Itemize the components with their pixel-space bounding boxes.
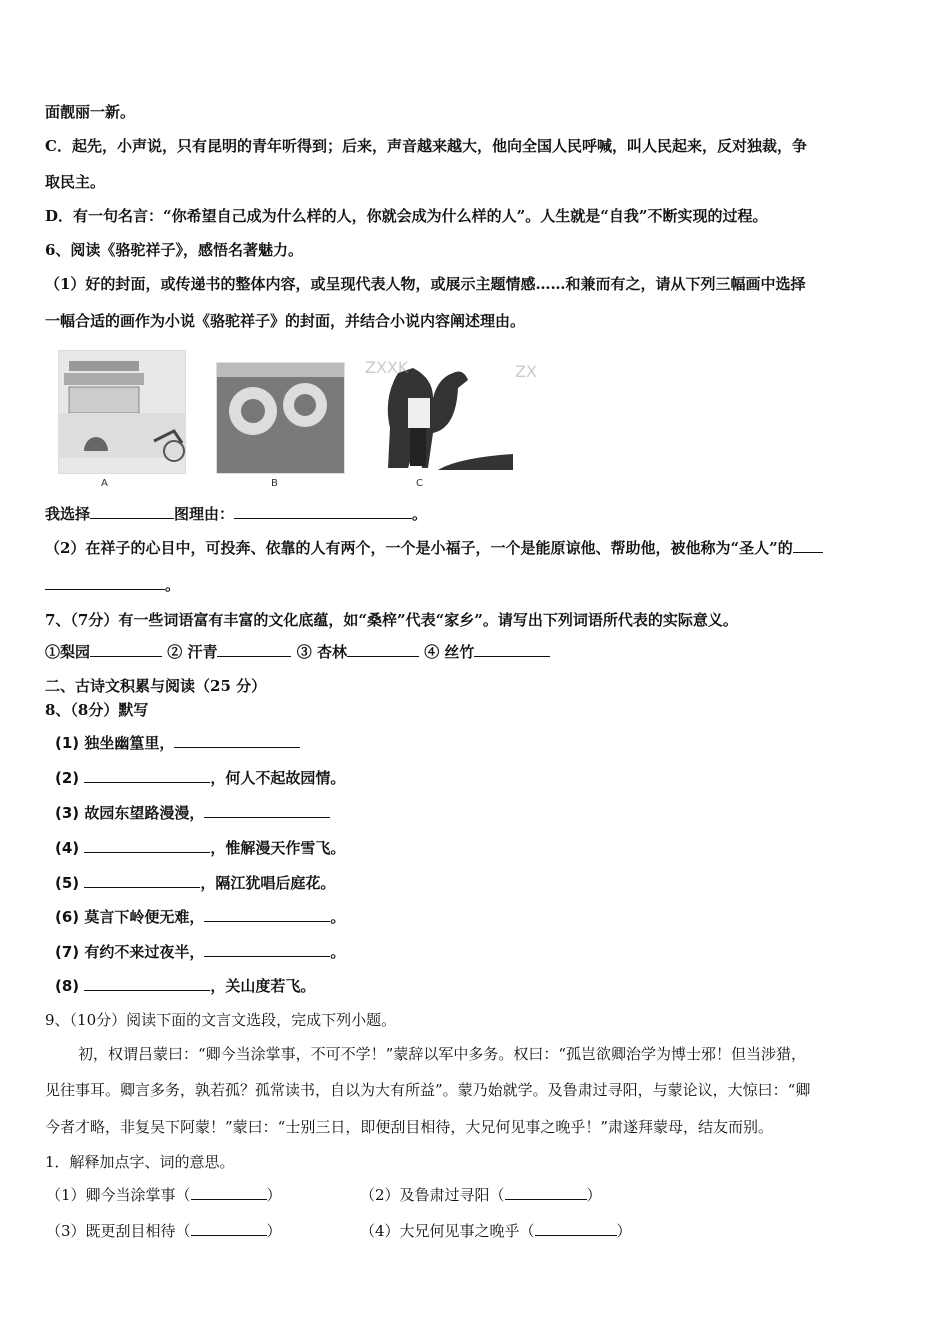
q8-item-6: (6) 莫言下岭便无难， 。 <box>55 908 346 926</box>
q9-blank-3[interactable] <box>191 1221 267 1236</box>
passage-line3: 今者才略，非复吴下阿蒙！”蒙曰：“士别三日，即便刮目相待，大兄何见事之晚乎！”肃遂拜蒙母，结友而别。 <box>45 1118 774 1136</box>
q8-blank-8[interactable] <box>84 976 210 991</box>
passage-line1: 初，权谓吕蒙曰：“卿今当涂掌事，不可不学！”蒙辞以军中多务。权曰：“孤岂欲卿治学为博士邪！但当涉猎， <box>78 1045 807 1063</box>
q8-item-2: (2) ，何人不起故园情。 <box>55 769 346 787</box>
saint-blank-2[interactable] <box>45 575 165 590</box>
reason-blank[interactable] <box>234 504 412 519</box>
q8-item-3: (3) 故园东望路漫漫， <box>55 803 330 823</box>
q5-continuation: 面靓丽一新。 <box>45 103 136 121</box>
option-d: D．有一句名言：“你希望自己成为什么样的人，你就会成为什么样的人”。人生就是“自我”不断实现的过程。 <box>45 207 768 225</box>
section-2-title: 二、古诗文积累与阅读（25 分） <box>45 677 267 695</box>
q7-blank-2[interactable] <box>217 642 291 657</box>
q6-part2-line2: 。 <box>45 575 180 595</box>
q8-title: 8、（8分）默写 <box>45 701 149 719</box>
passage-line2: 见往事耳。卿言多务，孰若孤？孤常读书，自以为大有所益”。蒙乃始就学。及鲁肃过寻阳，与蒙论议，大惊曰：“卿 <box>45 1081 811 1099</box>
watermark-2: ZX <box>515 362 537 381</box>
q9-blank-1[interactable] <box>191 1185 267 1200</box>
q8-blank-6[interactable] <box>204 907 330 922</box>
q8-item-5: (5) ，隔江犹唱后庭花。 <box>55 874 336 892</box>
city-gate-rickshaw-icon <box>59 351 185 473</box>
q7-blank-3[interactable] <box>347 642 419 657</box>
cover-image-a <box>58 350 186 474</box>
q7-items: ①梨园 ② 汗青 ③ 杏林 ④ 丝竹 <box>45 642 550 662</box>
q9-sub1-item-1: （1）卿今当涂掌事（ ） <box>46 1186 282 1204</box>
q9-sub1-title: 1．解释加点字、词的意思。 <box>45 1153 235 1171</box>
q9-blank-2[interactable] <box>505 1185 587 1200</box>
q8-blank-4[interactable] <box>84 838 210 853</box>
sunflowers-icon <box>217 363 344 473</box>
q8-blank-3[interactable] <box>204 803 330 818</box>
q8-blank-5[interactable] <box>84 873 200 888</box>
q7-blank-4[interactable] <box>474 642 550 657</box>
q9-title: 9、（10分）阅读下面的文言文选段，完成下列小题。 <box>45 1011 397 1029</box>
q9-sub1-item-3: （3）既更刮目相待（ ） <box>46 1222 282 1240</box>
q8-item-1: (1) 独坐幽篁里， <box>55 733 300 753</box>
q8-item-8: (8) ，关山度若飞。 <box>55 977 316 995</box>
option-c-line1: C．起先，小声说，只有昆明的青年听得到；后来，声音越来越大，他向全国人民呼喊，叫人民起来，反对独裁，争 <box>45 137 807 155</box>
q9-sub1-item-2: （2）及鲁肃过寻阳（ ） <box>360 1186 602 1204</box>
q8-item-7: (7) 有约不来过夜半， 。 <box>55 943 346 961</box>
choice-blank[interactable] <box>90 504 174 519</box>
q8-blank-7[interactable] <box>204 942 330 957</box>
q6-part1-line1: （1）好的封面，或传递书的整体内容，或呈现代表人物，或展示主题情感……和兼而有之，请从下列三幅画中选择 <box>45 275 806 293</box>
q8-item-4: (4) ，惟解漫天作雪飞。 <box>55 839 346 857</box>
q9-blank-4[interactable] <box>535 1221 617 1236</box>
q8-blank-2[interactable] <box>84 768 210 783</box>
caption-c: C <box>416 478 423 489</box>
q7-blank-1[interactable] <box>90 642 162 657</box>
q7-title: 7、（7分）有一些词语富有丰富的文化底蕴，如“桑梓”代表“家乡”。请写出下列词语所代表的实际意义。 <box>45 611 738 629</box>
q9-sub1-item-4: （4）大兄何见事之晚乎（ ） <box>360 1222 632 1240</box>
q6-title: 6、阅读《骆驼祥子》，感悟名著魅力。 <box>45 241 303 259</box>
q6-part1-line2: 一幅合适的画作为小说《骆驼祥子》的封面，并结合小说内容阐述理由。 <box>45 312 526 330</box>
caption-a: A <box>101 478 108 489</box>
q8-blank-1[interactable] <box>174 733 300 748</box>
caption-b: B <box>271 478 278 489</box>
q6-part2-line1: （2）在祥子的心目中，可投奔、依靠的人有两个，一个是小福子，一个是能原谅他、帮助他，被他称为“圣人”的 <box>45 538 823 558</box>
option-c-line2: 取民主。 <box>45 173 106 191</box>
q6-choose-line: 我选择 图理由： 。 <box>45 505 428 523</box>
cover-image-b <box>216 362 345 474</box>
watermark: ZXXK <box>365 358 409 377</box>
saint-blank-1[interactable] <box>793 538 823 553</box>
